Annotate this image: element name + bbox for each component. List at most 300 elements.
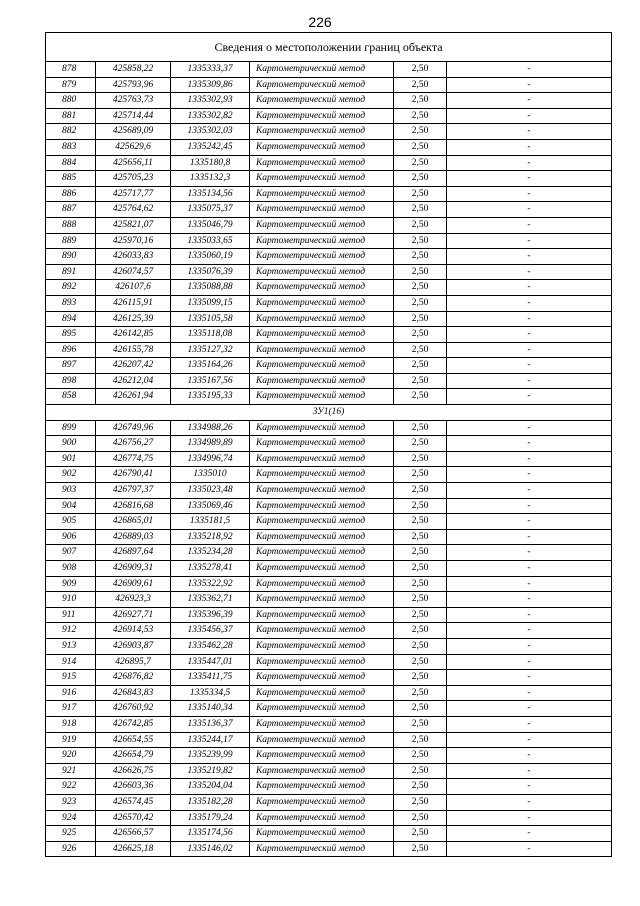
y-coordinate-cell: 1335302,93: [171, 93, 250, 109]
x-coordinate-cell: 426903,87: [96, 638, 171, 654]
accuracy-cell: 2,50: [394, 467, 447, 483]
method-cell: Картометрический метод: [250, 249, 394, 265]
method-cell: Картометрический метод: [250, 186, 394, 202]
y-coordinate-cell: 1335088,88: [171, 280, 250, 296]
y-coordinate-cell: 1335309,86: [171, 77, 250, 93]
method-cell: Картометрический метод: [250, 498, 394, 514]
method-cell: Картометрический метод: [250, 93, 394, 109]
x-coordinate-cell: 426603,36: [96, 779, 171, 795]
point-number-cell: 892: [46, 280, 96, 296]
accuracy-cell: 2,50: [394, 654, 447, 670]
accuracy-cell: 2,50: [394, 529, 447, 545]
point-number-cell: 921: [46, 763, 96, 779]
method-cell: Картометрический метод: [250, 592, 394, 608]
point-number-cell: 903: [46, 483, 96, 499]
description-cell: -: [447, 810, 612, 826]
x-coordinate-cell: 425714,44: [96, 108, 171, 124]
method-cell: Картометрический метод: [250, 139, 394, 155]
description-cell: -: [447, 545, 612, 561]
table-row: [46, 670, 612, 686]
description-cell: -: [447, 498, 612, 514]
description-cell: -: [447, 514, 612, 530]
table-row: [46, 467, 612, 483]
table-heading: Сведения о местоположении границ объекта: [46, 33, 612, 62]
accuracy-cell: 2,50: [394, 701, 447, 717]
x-coordinate-cell: 425705,23: [96, 171, 171, 187]
y-coordinate-cell: 1335105,58: [171, 311, 250, 327]
y-coordinate-cell: 1335140,34: [171, 701, 250, 717]
accuracy-cell: 2,50: [394, 748, 447, 764]
description-cell: -: [447, 93, 612, 109]
y-coordinate-cell: 1335118,08: [171, 327, 250, 343]
method-cell: Картометрический метод: [250, 794, 394, 810]
point-number-cell: 878: [46, 62, 96, 78]
method-cell: Картометрический метод: [250, 654, 394, 670]
x-coordinate-cell: 425793,96: [96, 77, 171, 93]
section-row: [46, 405, 612, 421]
description-cell: -: [447, 202, 612, 218]
x-coordinate-cell: 426574,45: [96, 794, 171, 810]
table-row: [46, 716, 612, 732]
x-coordinate-cell: 426909,61: [96, 576, 171, 592]
accuracy-cell: 2,50: [394, 342, 447, 358]
point-number-cell: 908: [46, 561, 96, 577]
table-row: [46, 124, 612, 140]
table-row: [46, 810, 612, 826]
x-coordinate-cell: 426895,7: [96, 654, 171, 670]
accuracy-cell: 2,50: [394, 295, 447, 311]
x-coordinate-cell: 425970,16: [96, 233, 171, 249]
description-cell: -: [447, 124, 612, 140]
point-number-cell: 925: [46, 826, 96, 842]
y-coordinate-cell: 1335046,79: [171, 217, 250, 233]
table-row: [46, 202, 612, 218]
boundary-coordinates-table: [45, 32, 612, 857]
description-cell: -: [447, 763, 612, 779]
description-cell: -: [447, 779, 612, 795]
method-cell: Картометрический метод: [250, 841, 394, 857]
table-row: [46, 794, 612, 810]
x-coordinate-cell: 426816,68: [96, 498, 171, 514]
accuracy-cell: 2,50: [394, 561, 447, 577]
description-cell: -: [447, 264, 612, 280]
point-number-cell: 883: [46, 139, 96, 155]
point-number-cell: 905: [46, 514, 96, 530]
accuracy-cell: 2,50: [394, 763, 447, 779]
accuracy-cell: 2,50: [394, 202, 447, 218]
point-number-cell: 895: [46, 327, 96, 343]
table-row: [46, 77, 612, 93]
y-coordinate-cell: 1335181,5: [171, 514, 250, 530]
method-cell: Картометрический метод: [250, 451, 394, 467]
table-row: [46, 748, 612, 764]
table-row: [46, 373, 612, 389]
point-number-cell: 924: [46, 810, 96, 826]
y-coordinate-cell: 1335075,37: [171, 202, 250, 218]
description-cell: -: [447, 233, 612, 249]
y-coordinate-cell: 1335023,48: [171, 483, 250, 499]
accuracy-cell: 2,50: [394, 77, 447, 93]
method-cell: Картометрический метод: [250, 716, 394, 732]
y-coordinate-cell: 1335447,01: [171, 654, 250, 670]
method-cell: Картометрический метод: [250, 623, 394, 639]
x-coordinate-cell: 426923,3: [96, 592, 171, 608]
method-cell: Картометрический метод: [250, 124, 394, 140]
accuracy-cell: 2,50: [394, 264, 447, 280]
table-row: [46, 249, 612, 265]
x-coordinate-cell: 426074,57: [96, 264, 171, 280]
y-coordinate-cell: 1335456,37: [171, 623, 250, 639]
point-number-cell: 893: [46, 295, 96, 311]
description-cell: -: [447, 389, 612, 405]
method-cell: Картометрический метод: [250, 280, 394, 296]
x-coordinate-cell: 425858,22: [96, 62, 171, 78]
accuracy-cell: 2,50: [394, 186, 447, 202]
accuracy-cell: 2,50: [394, 249, 447, 265]
description-cell: -: [447, 561, 612, 577]
method-cell: Картометрический метод: [250, 327, 394, 343]
description-cell: -: [447, 841, 612, 857]
accuracy-cell: 2,50: [394, 670, 447, 686]
y-coordinate-cell: 1335167,56: [171, 373, 250, 389]
accuracy-cell: 2,50: [394, 576, 447, 592]
x-coordinate-cell: 426155,78: [96, 342, 171, 358]
point-number-cell: 914: [46, 654, 96, 670]
y-coordinate-cell: 1335333,37: [171, 62, 250, 78]
description-cell: -: [447, 654, 612, 670]
y-coordinate-cell: 1335218,92: [171, 529, 250, 545]
table-row: [46, 93, 612, 109]
point-number-cell: 899: [46, 420, 96, 436]
x-coordinate-cell: 426125,39: [96, 311, 171, 327]
y-coordinate-cell: 1335179,24: [171, 810, 250, 826]
y-coordinate-cell: 1335174,56: [171, 826, 250, 842]
x-coordinate-cell: 426865,01: [96, 514, 171, 530]
x-coordinate-cell: 426843,83: [96, 685, 171, 701]
table-heading-row: [46, 33, 612, 62]
point-number-cell: 879: [46, 77, 96, 93]
description-cell: -: [447, 139, 612, 155]
point-number-cell: 880: [46, 93, 96, 109]
y-coordinate-cell: 1335180,8: [171, 155, 250, 171]
x-coordinate-cell: 426742,85: [96, 716, 171, 732]
x-coordinate-cell: 425629,6: [96, 139, 171, 155]
y-coordinate-cell: 1334988,26: [171, 420, 250, 436]
table-row: [46, 342, 612, 358]
accuracy-cell: 2,50: [394, 62, 447, 78]
accuracy-cell: 2,50: [394, 373, 447, 389]
point-number-cell: 915: [46, 670, 96, 686]
method-cell: Картометрический метод: [250, 358, 394, 374]
table-row: [46, 841, 612, 857]
description-cell: -: [447, 592, 612, 608]
accuracy-cell: 2,50: [394, 638, 447, 654]
accuracy-cell: 2,50: [394, 280, 447, 296]
y-coordinate-cell: 1335076,39: [171, 264, 250, 280]
description-cell: -: [447, 62, 612, 78]
y-coordinate-cell: 1335239,99: [171, 748, 250, 764]
description-cell: -: [447, 467, 612, 483]
x-coordinate-cell: 426927,71: [96, 607, 171, 623]
method-cell: Картометрический метод: [250, 748, 394, 764]
page-number: 226: [308, 14, 332, 30]
description-cell: -: [447, 342, 612, 358]
method-cell: Картометрический метод: [250, 685, 394, 701]
method-cell: Картометрический метод: [250, 561, 394, 577]
y-coordinate-cell: 1335362,71: [171, 592, 250, 608]
description-cell: -: [447, 638, 612, 654]
accuracy-cell: 2,50: [394, 451, 447, 467]
x-coordinate-cell: 426033,83: [96, 249, 171, 265]
x-coordinate-cell: 426626,75: [96, 763, 171, 779]
x-coordinate-cell: 426876,82: [96, 670, 171, 686]
description-cell: -: [447, 249, 612, 265]
accuracy-cell: 2,50: [394, 327, 447, 343]
method-cell: Картометрический метод: [250, 436, 394, 452]
description-cell: -: [447, 732, 612, 748]
point-number-cell: 922: [46, 779, 96, 795]
table-row: [46, 217, 612, 233]
point-number-cell: 881: [46, 108, 96, 124]
point-number-cell: 904: [46, 498, 96, 514]
description-cell: -: [447, 217, 612, 233]
accuracy-cell: 2,50: [394, 155, 447, 171]
point-number-cell: 911: [46, 607, 96, 623]
description-cell: -: [447, 701, 612, 717]
description-cell: -: [447, 748, 612, 764]
accuracy-cell: 2,50: [394, 685, 447, 701]
method-cell: Картометрический метод: [250, 607, 394, 623]
y-coordinate-cell: 1335302,82: [171, 108, 250, 124]
method-cell: Картометрический метод: [250, 732, 394, 748]
point-number-cell: 896: [46, 342, 96, 358]
description-cell: -: [447, 311, 612, 327]
point-number-cell: 919: [46, 732, 96, 748]
table-row: [46, 389, 612, 405]
x-coordinate-cell: 426654,79: [96, 748, 171, 764]
y-coordinate-cell: 1335060,19: [171, 249, 250, 265]
y-coordinate-cell: 1334989,89: [171, 436, 250, 452]
table-row: [46, 155, 612, 171]
point-number-cell: 926: [46, 841, 96, 857]
description-cell: -: [447, 295, 612, 311]
method-cell: Картометрический метод: [250, 467, 394, 483]
point-number-cell: 909: [46, 576, 96, 592]
table-row: [46, 576, 612, 592]
point-number-cell: 887: [46, 202, 96, 218]
description-cell: -: [447, 373, 612, 389]
accuracy-cell: 2,50: [394, 841, 447, 857]
method-cell: Картометрический метод: [250, 483, 394, 499]
table-row: [46, 826, 612, 842]
x-coordinate-cell: 426749,96: [96, 420, 171, 436]
point-number-cell: 920: [46, 748, 96, 764]
description-cell: -: [447, 794, 612, 810]
description-cell: -: [447, 483, 612, 499]
point-number-cell: 923: [46, 794, 96, 810]
x-coordinate-cell: 426914,53: [96, 623, 171, 639]
x-coordinate-cell: 425717,77: [96, 186, 171, 202]
method-cell: Картометрический метод: [250, 389, 394, 405]
x-coordinate-cell: 426566,57: [96, 826, 171, 842]
method-cell: Картометрический метод: [250, 311, 394, 327]
description-cell: -: [447, 623, 612, 639]
accuracy-cell: 2,50: [394, 779, 447, 795]
accuracy-cell: 2,50: [394, 732, 447, 748]
description-cell: -: [447, 77, 612, 93]
method-cell: Картометрический метод: [250, 171, 394, 187]
point-number-cell: 912: [46, 623, 96, 639]
table-row: [46, 358, 612, 374]
table-row: [46, 311, 612, 327]
table-row: [46, 327, 612, 343]
table-row: [46, 139, 612, 155]
table-row: [46, 514, 612, 530]
table-row: [46, 451, 612, 467]
method-cell: Картометрический метод: [250, 638, 394, 654]
x-coordinate-cell: 426107,6: [96, 280, 171, 296]
point-number-cell: 882: [46, 124, 96, 140]
table-row: [46, 280, 612, 296]
method-cell: Картометрический метод: [250, 233, 394, 249]
point-number-cell: 889: [46, 233, 96, 249]
method-cell: Картометрический метод: [250, 155, 394, 171]
y-coordinate-cell: 1335195,33: [171, 389, 250, 405]
table-row: [46, 654, 612, 670]
method-cell: Картометрический метод: [250, 514, 394, 530]
x-coordinate-cell: 426797,37: [96, 483, 171, 499]
table-row: [46, 436, 612, 452]
table-row: [46, 592, 612, 608]
y-coordinate-cell: 1335182,28: [171, 794, 250, 810]
table-row: [46, 171, 612, 187]
description-cell: -: [447, 451, 612, 467]
point-number-cell: 888: [46, 217, 96, 233]
table-row: [46, 498, 612, 514]
y-coordinate-cell: 1335234,28: [171, 545, 250, 561]
y-coordinate-cell: 1335244,17: [171, 732, 250, 748]
description-cell: -: [447, 280, 612, 296]
table-row: [46, 561, 612, 577]
table-row: [46, 545, 612, 561]
x-coordinate-cell: 426790,41: [96, 467, 171, 483]
point-number-cell: 886: [46, 186, 96, 202]
y-coordinate-cell: 1335132,3: [171, 171, 250, 187]
table-row: [46, 685, 612, 701]
y-coordinate-cell: 1335462,28: [171, 638, 250, 654]
method-cell: Картометрический метод: [250, 202, 394, 218]
accuracy-cell: 2,50: [394, 311, 447, 327]
point-number-cell: 890: [46, 249, 96, 265]
method-cell: Картометрический метод: [250, 576, 394, 592]
description-cell: -: [447, 358, 612, 374]
point-number-cell: 894: [46, 311, 96, 327]
point-number-cell: 858: [46, 389, 96, 405]
y-coordinate-cell: 1335302,03: [171, 124, 250, 140]
description-cell: -: [447, 155, 612, 171]
accuracy-cell: 2,50: [394, 108, 447, 124]
accuracy-cell: 2,50: [394, 389, 447, 405]
description-cell: -: [447, 576, 612, 592]
accuracy-cell: 2,50: [394, 498, 447, 514]
y-coordinate-cell: 1335242,45: [171, 139, 250, 155]
table-row: [46, 607, 612, 623]
y-coordinate-cell: 1335136,37: [171, 716, 250, 732]
y-coordinate-cell: 1335127,32: [171, 342, 250, 358]
y-coordinate-cell: 1335322,92: [171, 576, 250, 592]
y-coordinate-cell: 1335010: [171, 467, 250, 483]
x-coordinate-cell: 426889,03: [96, 529, 171, 545]
table-row: [46, 763, 612, 779]
point-number-cell: 885: [46, 171, 96, 187]
table-row: [46, 623, 612, 639]
x-coordinate-cell: 426570,42: [96, 810, 171, 826]
y-coordinate-cell: 1335396,39: [171, 607, 250, 623]
table-row: [46, 264, 612, 280]
method-cell: Картометрический метод: [250, 264, 394, 280]
table-row: [46, 186, 612, 202]
accuracy-cell: 2,50: [394, 716, 447, 732]
method-cell: Картометрический метод: [250, 77, 394, 93]
method-cell: Картометрический метод: [250, 810, 394, 826]
method-cell: Картометрический метод: [250, 670, 394, 686]
x-coordinate-cell: 426115,91: [96, 295, 171, 311]
section-label: ЗУ1(16): [46, 405, 612, 421]
y-coordinate-cell: 1335134,56: [171, 186, 250, 202]
point-number-cell: 891: [46, 264, 96, 280]
description-cell: -: [447, 685, 612, 701]
point-number-cell: 917: [46, 701, 96, 717]
point-number-cell: 906: [46, 529, 96, 545]
method-cell: Картометрический метод: [250, 545, 394, 561]
table-row: [46, 779, 612, 795]
y-coordinate-cell: 1335146,02: [171, 841, 250, 857]
method-cell: Картометрический метод: [250, 295, 394, 311]
table-row: [46, 732, 612, 748]
point-number-cell: 907: [46, 545, 96, 561]
x-coordinate-cell: 425821,07: [96, 217, 171, 233]
description-cell: -: [447, 186, 612, 202]
method-cell: Картометрический метод: [250, 62, 394, 78]
x-coordinate-cell: 426212,04: [96, 373, 171, 389]
table-row: [46, 62, 612, 78]
point-number-cell: 916: [46, 685, 96, 701]
description-cell: -: [447, 327, 612, 343]
point-number-cell: 901: [46, 451, 96, 467]
description-cell: -: [447, 420, 612, 436]
method-cell: Картометрический метод: [250, 763, 394, 779]
y-coordinate-cell: 1335334,5: [171, 685, 250, 701]
accuracy-cell: 2,50: [394, 607, 447, 623]
accuracy-cell: 2,50: [394, 139, 447, 155]
description-cell: -: [447, 716, 612, 732]
x-coordinate-cell: 426625,18: [96, 841, 171, 857]
x-coordinate-cell: 426142,85: [96, 327, 171, 343]
description-cell: -: [447, 826, 612, 842]
y-coordinate-cell: 1335411,75: [171, 670, 250, 686]
point-number-cell: 913: [46, 638, 96, 654]
point-number-cell: 918: [46, 716, 96, 732]
x-coordinate-cell: 425656,11: [96, 155, 171, 171]
accuracy-cell: 2,50: [394, 623, 447, 639]
description-cell: -: [447, 529, 612, 545]
x-coordinate-cell: 425764,62: [96, 202, 171, 218]
table-row: [46, 108, 612, 124]
accuracy-cell: 2,50: [394, 810, 447, 826]
accuracy-cell: 2,50: [394, 171, 447, 187]
table-row: [46, 483, 612, 499]
x-coordinate-cell: 426897,64: [96, 545, 171, 561]
